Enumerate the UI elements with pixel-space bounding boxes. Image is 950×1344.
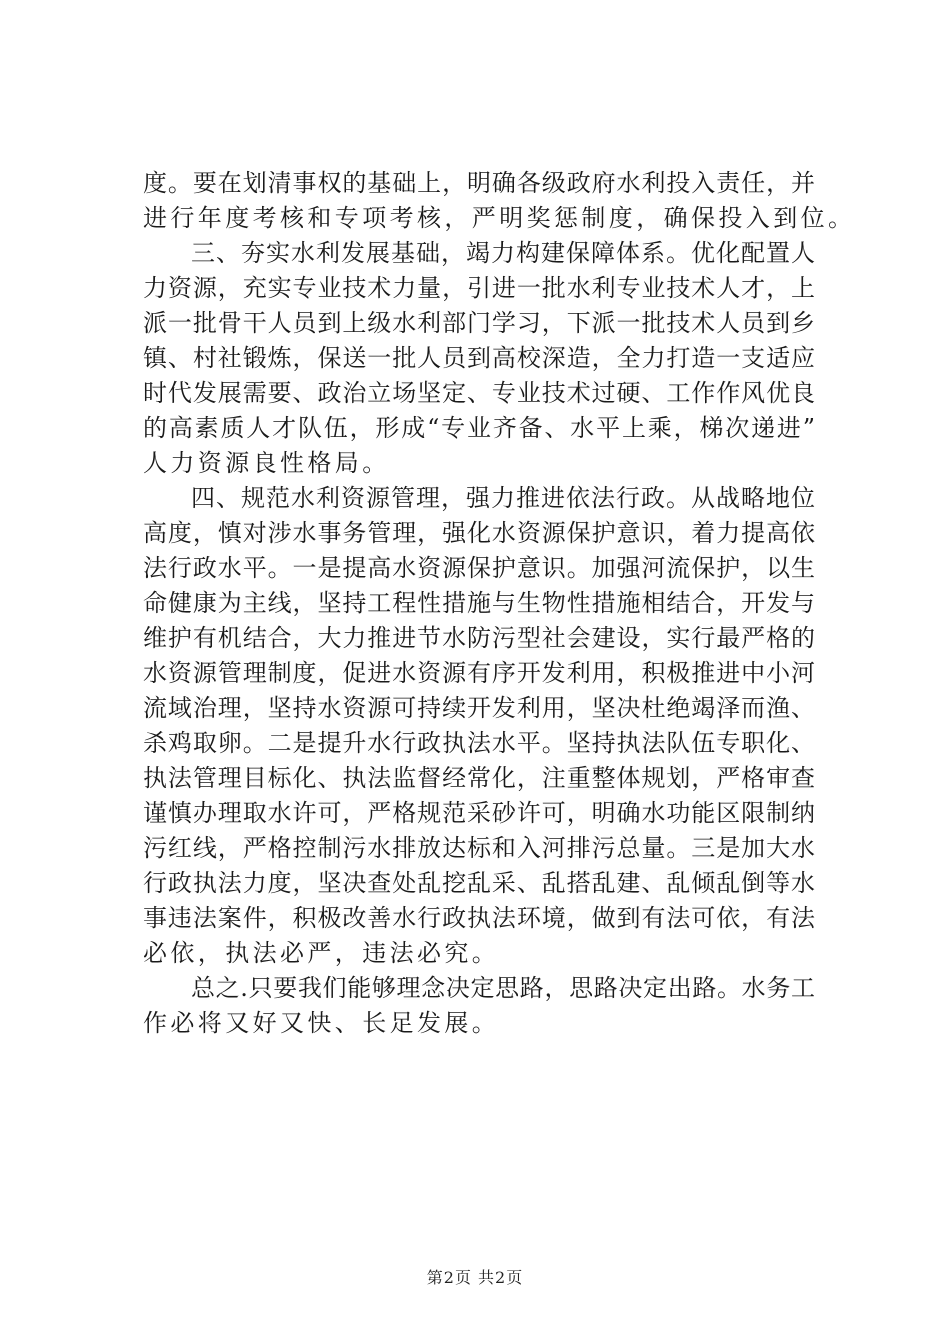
text-line: 水资源管理制度，促进水资源有序开发利用，积极推进中小河	[143, 659, 815, 687]
text-line: 人力资源良性格局。	[143, 449, 390, 477]
text-line: 事违法案件，积极改善水行政执法环境，做到有法可依，有法	[143, 904, 815, 932]
text-line: 必依，执法必严，违法必究。	[143, 939, 500, 967]
text-line: 时代发展需要、政治立场坚定、专业技术过硬、工作作风优良	[143, 379, 815, 407]
text-line: 命健康为主线，坚持工程性措施与生物性措施相结合，开发与	[143, 589, 815, 617]
paragraph-heading-4: 四、规范水利资源管理，强力推进依法行政。从战略地位	[191, 484, 815, 512]
body-text	[143, 166, 856, 1041]
text-line: 污红线，严格控制污水排放达标和入河排污总量。三是加大水	[143, 834, 815, 862]
text-line: 谨慎办理取水许可，严格规范采砂许可，明确水功能区限制纳	[143, 799, 815, 827]
text-line: 执法管理目标化、执法监督经常化，注重整体规划，严格审查	[143, 764, 815, 792]
text-line: 度。要在划清事权的基础上，明确各级政府水利投入责任，并	[143, 169, 815, 197]
text-line: 的高素质人才队伍，形成“专业齐备、水平上乘，梯次递进”	[143, 414, 815, 442]
text-line: 进行年度考核和专项考核，严明奖惩制度，确保投入到位。	[143, 204, 856, 232]
page-number-footer: 第2页 共2页	[426, 1268, 524, 1287]
text-line: 高度，慎对涉水事务管理，强化水资源保护意识，着力提高依	[143, 519, 815, 547]
paragraph-heading-3: 三、夯实水利发展基础，竭力构建保障体系。优化配置人	[191, 239, 815, 267]
text-line: 法行政水平。一是提高水资源保护意识。加强河流保护，以生	[143, 554, 815, 582]
text-line: 流域治理，坚持水资源可持续开发利用，坚决杜绝竭泽而渔、	[143, 694, 815, 722]
text-line: 派一批骨干人员到上级水利部门学习，下派一批技术人员到乡	[143, 309, 815, 337]
conclusion-line: 总之.只要我们能够理念决定思路，思路决定出路。水务工	[191, 974, 815, 1002]
text-line: 力资源，充实专业技术力量，引进一批水利专业技术人才，上	[143, 274, 815, 302]
text-line: 行政执法力度，坚决查处乱挖乱采、乱搭乱建、乱倾乱倒等水	[143, 869, 815, 897]
text-line: 维护有机结合，大力推进节水防污型社会建设，实行最严格的	[143, 624, 815, 652]
text-line: 作必将又好又快、长足发展。	[143, 1009, 500, 1037]
text-line: 杀鸡取卵。二是提升水行政执法水平。坚持执法队伍专职化、	[143, 729, 815, 757]
text-line: 镇、村社锻炼，保送一批人员到高校深造，全力打造一支适应	[143, 344, 815, 372]
